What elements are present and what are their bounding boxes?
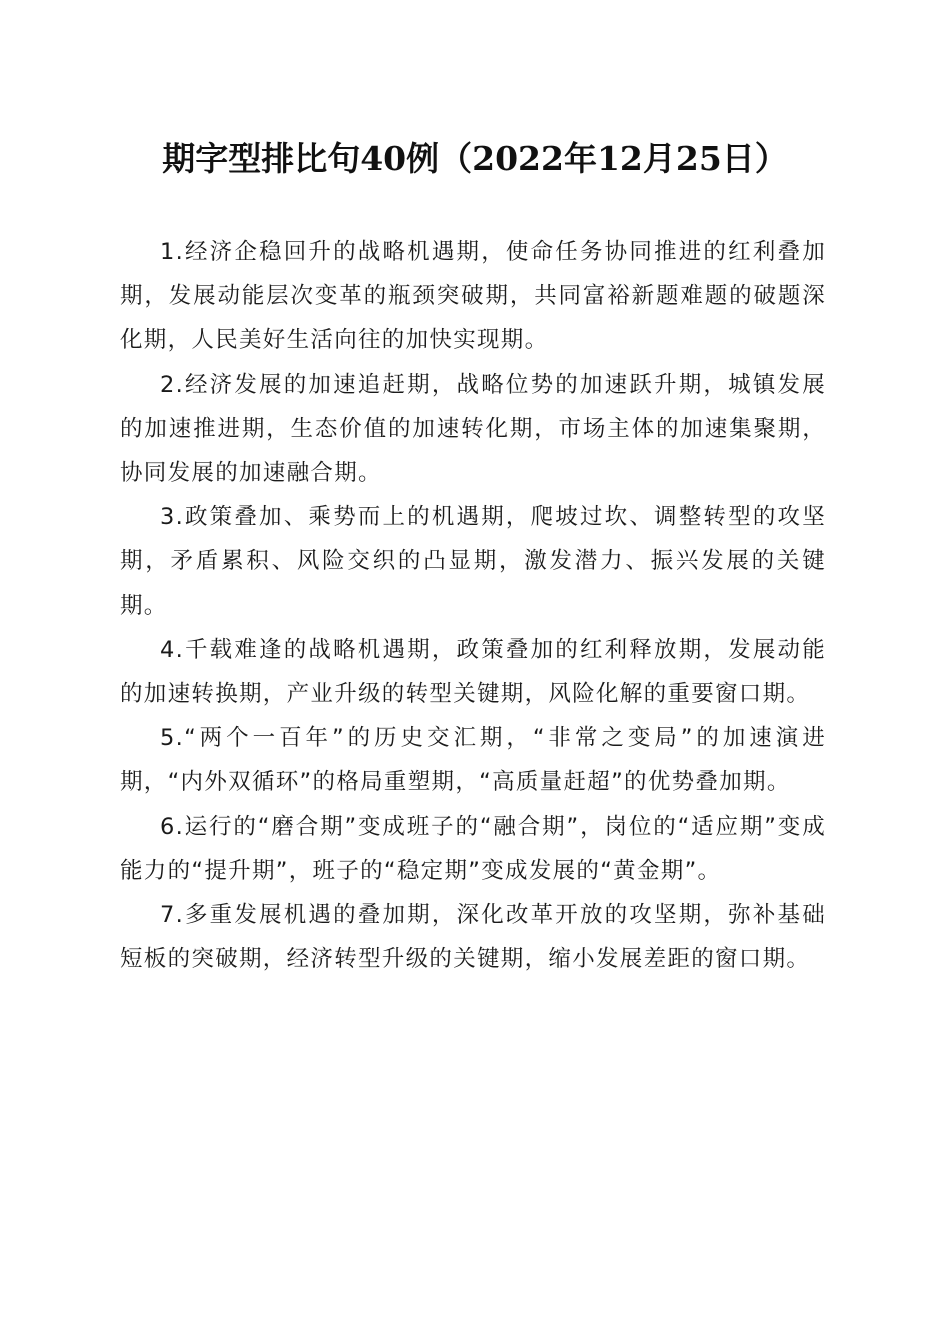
paragraph-1: 1.经济企稳回升的战略机遇期，使命任务协同推进的红利叠加期，发展动能层次变革的瓶颈突破期，共同富裕新题难题的破题深化期，人民美好生活向往的加快实现期。 bbox=[120, 239, 826, 354]
document-title: 期字型排比句40例（2022年12月25日） bbox=[162, 139, 788, 178]
paragraph-6: 6.运行的“磨合期”变成班子的“融合期”，岗位的“适应期”变成能力的“提升期”，班子的“稳定期”变成发展的“黄金期”。 bbox=[120, 813, 826, 884]
paragraph-5: 5.“两个一百年”的历史交汇期，“非常之变局”的加速演进期，“内外双循环”的格局重塑期，“高质量赶超”的优势叠加期。 bbox=[120, 725, 826, 796]
paragraph-2: 2.经济发展的加速追赶期，战略位势的加速跃升期，城镇发展的加速推进期，生态价值的加速转化期，市场主体的加速集聚期，协同发展的加速融合期。 bbox=[120, 371, 826, 487]
paragraph-7: 7.多重发展机遇的叠加期，深化改革开放的攻坚期，弥补基础短板的突破期，经济转型升级的关键期，缩小发展差距的窗口期。 bbox=[120, 902, 826, 973]
paragraph-4: 4.千载难逢的战略机遇期，政策叠加的红利释放期，发展动能的加速转换期，产业升级的转型关键期，风险化解的重要窗口期。 bbox=[120, 636, 826, 708]
document-body bbox=[120, 230, 826, 981]
paragraph-3: 3.政策叠加、乘势而上的机遇期，爬坡过坎、调整转型的攻坚期，矛盾累积、风险交织的凸显期，激发潜力、振兴发展的关键期。 bbox=[120, 504, 826, 619]
